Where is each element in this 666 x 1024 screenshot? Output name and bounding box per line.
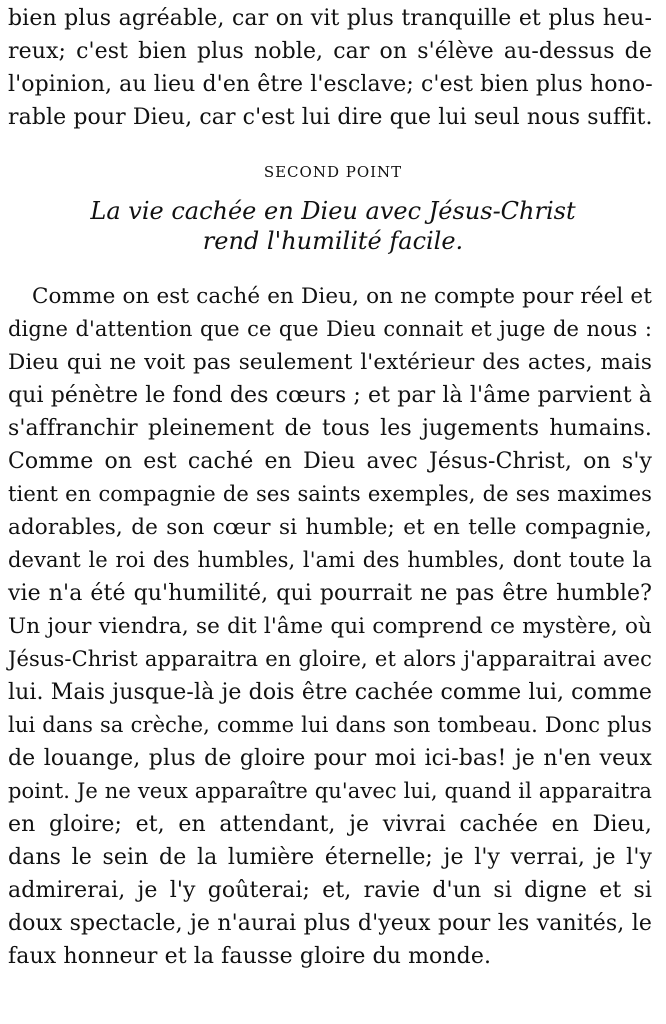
text-line: doux spectacle, je n'aurai plus d'yeux pour les vanités, le [8,911,652,936]
text-line: lui. Mais jusque-là je dois être cachée comme lui, comme [8,680,652,705]
text-line: bien plus agréable, car on vit plus tranquille et plus heu- [8,6,652,31]
text-line: en gloire; et, en attendant, je vivrai cachée en Dieu, [8,812,652,837]
text-line: vie n'a été qu'humilité, qui pourrait ne pas être humble? [8,581,652,606]
text-line: l'opinion, au lieu d'en être l'esclave; c'est bien plus hono- [8,72,653,97]
text-line: Un jour viendra, se dit l'âme qui comprend ce mystère, où [8,614,652,639]
text-line: Dieu qui ne voit pas seulement l'extérieur des actes, mais [8,350,652,375]
text-line: reux; c'est bien plus noble, car on s'élève au-dessus de [8,39,652,64]
text-line: devant le roi des humbles, l'ami des humbles, dont toute la [8,548,652,572]
text-line: dans le sein de la lumière éternelle; je l'y verrai, je l'y [8,845,652,870]
text-line: adorables, de son cœur si humble; et en telle compagnie, [8,515,652,540]
text-line: rable pour Dieu, car c'est lui dire que lui seul nous suffit. [8,105,653,130]
text-line: Comme on est caché en Dieu, on ne compte pour réel et [32,284,652,309]
text-line: de louange, plus de gloire pour moi ici-bas! je n'en veux [8,746,652,771]
text-line: Comme on est caché en Dieu avec Jésus-Christ, on s'y [8,449,652,474]
text-line: digne d'attention que ce que Dieu connait et juge de nous : [8,317,652,341]
subtitle-line: La vie cachée en Dieu avec Jésus-Christ [90,197,576,225]
text-line: point. Je ne veux apparaître qu'avec lui, quand il apparaitra [8,779,652,803]
text-line: qui pénètre le fond des cœurs ; et par là l'âme parvient à [8,383,652,408]
text-line: admirerai, je l'y goûterai; et, ravie d'un si digne et si [8,878,652,903]
text-line: tient en compagnie de ses saints exemples, de ses maximes [8,482,652,506]
subtitle-line: rend l'humilité facile. [202,227,464,255]
text-line: faux honneur et la fausse gloire du monde. [8,944,492,969]
text-line: s'affranchir pleinement de tous les jugements humains. [8,416,652,441]
text-line: Jésus-Christ apparaitra en gloire, et alors j'apparaitrai avec [8,647,652,671]
text-line: lui dans sa crèche, comme lui dans son tombeau. Donc plus [8,713,652,737]
section-heading: SECOND POINT [263,163,403,181]
